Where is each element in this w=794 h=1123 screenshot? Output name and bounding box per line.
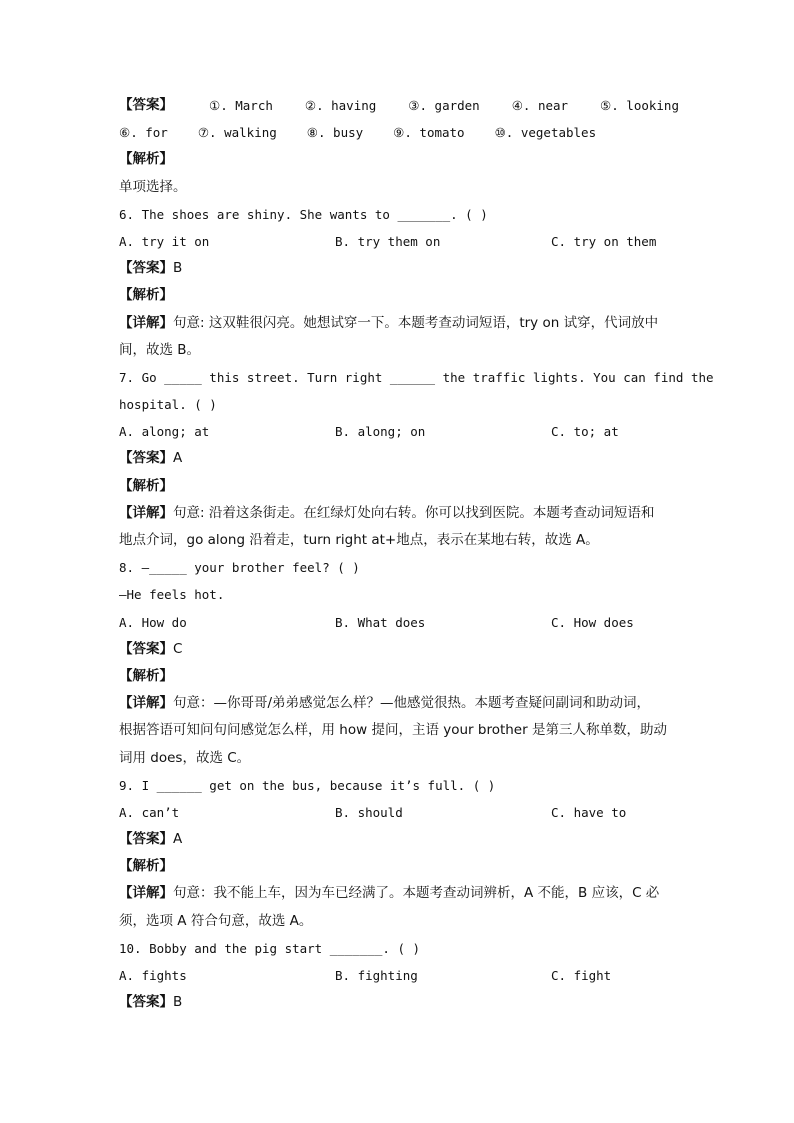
answer-label: 【答案】	[119, 831, 173, 848]
answer-value: B	[173, 994, 183, 1011]
answer-items-1	[209, 92, 679, 119]
detail-text: 句意：我不能上车，因为车已经满了。本题考查动词辨析，A 不能，B 应该，C 必	[173, 885, 660, 902]
detail-label: 【详解】	[119, 885, 173, 902]
analysis-label: 【解析】	[119, 287, 173, 304]
question-answer	[119, 255, 679, 282]
option-c: C. How does	[551, 614, 634, 630]
analysis-label: 【解析】	[119, 858, 173, 875]
detail-line: 须，选项 A 符合句意，故选 A。	[119, 912, 313, 929]
question-stem: 6. The shoes are shiny. She wants to _______. ( )	[119, 206, 488, 222]
question-answer	[119, 636, 679, 663]
detail-text: 句意：—你哥哥/弟弟感觉怎么样？—他感觉很热。本题考查疑问副词和助动词，	[173, 695, 651, 712]
detail-line	[119, 880, 679, 907]
option-b: B. try them on	[335, 233, 441, 249]
option-c: C. to; at	[551, 424, 619, 440]
document-content	[119, 92, 714, 1016]
detail-line	[119, 690, 679, 717]
question-stem: hospital. ( )	[119, 397, 217, 413]
option-a: A. fights	[119, 968, 187, 983]
answer-row-1	[119, 92, 679, 119]
question-stem: —He feels hot.	[119, 587, 225, 603]
answer-label: 【答案】	[119, 97, 173, 113]
option-a: A. How do	[119, 614, 187, 630]
question-answer	[119, 826, 679, 853]
answer-item: ①. March	[209, 98, 273, 113]
question-stem: 10. Bobby and the pig start _______. ( )	[119, 940, 421, 956]
option-c: C. have to	[551, 804, 627, 820]
detail-label: 【详解】	[119, 314, 173, 331]
detail-line	[119, 500, 679, 527]
answer-label: 【答案】	[119, 260, 173, 277]
detail-line: 间，故选 B。	[119, 341, 201, 358]
answer-value: C	[173, 640, 183, 657]
section-title: 单项选择。	[119, 178, 187, 195]
option-b: B. along; on	[335, 424, 426, 440]
answer-label: 【答案】	[119, 450, 173, 467]
question-options	[119, 418, 679, 445]
answer-item: ⑤. looking	[600, 98, 679, 113]
detail-line	[119, 310, 679, 337]
answer-item: ⑨. tomato	[393, 125, 465, 141]
question-stem: 7. Go _____ this street. Turn right ______ the traffic lights. You can find the	[119, 369, 714, 385]
answer-items-2	[119, 119, 679, 146]
detail-line: 词用 does，故选 C。	[119, 749, 251, 766]
answer-value: A	[173, 831, 183, 848]
detail-label: 【详解】	[119, 695, 173, 712]
question-answer	[119, 989, 679, 1016]
option-c: C. try on them	[551, 233, 657, 249]
answer-item: ⑥. for	[119, 125, 168, 141]
question-options	[119, 962, 679, 989]
detail-label: 【详解】	[119, 504, 173, 521]
answer-label: 【答案】	[119, 994, 173, 1011]
question-options	[119, 609, 679, 636]
answer-value: A	[173, 450, 183, 467]
option-a: A. try it on	[119, 233, 210, 249]
answer-item: ⑧. busy	[306, 125, 364, 141]
answer-label: 【答案】	[119, 640, 173, 657]
answer-item: ②. having	[304, 98, 377, 113]
answer-item: ⑩. vegetables	[494, 125, 597, 141]
answer-item: ③. garden	[408, 98, 480, 113]
detail-line: 地点介词，go along 沿着走，turn right at+地点，表示在某地右转，故选 A。	[119, 532, 599, 548]
detail-text: 句意: 沿着这条街走。在红绿灯处向右转。你可以找到医院。本题考查动词短语和	[173, 504, 655, 521]
option-b: B. What does	[335, 614, 426, 630]
detail-text: 句意: 这双鞋很闪亮。她想试穿一下。本题考查动词短语，try on 试穿，代词放中	[173, 314, 659, 331]
answer-value: B	[173, 260, 183, 277]
question-options	[119, 228, 679, 255]
option-c: C. fight	[551, 968, 612, 983]
answer-item: ⑦. walking	[197, 125, 277, 141]
question-stem: 8. —_____ your brother feel? ( )	[119, 560, 360, 576]
question-options	[119, 799, 679, 826]
analysis-label: 【解析】	[119, 667, 173, 684]
analysis-label: 【解析】	[119, 477, 173, 494]
option-a: A. along; at	[119, 424, 210, 440]
option-b: B. should	[335, 804, 403, 820]
answer-row-2	[119, 119, 679, 146]
question-answer	[119, 445, 679, 472]
question-stem: 9. I ______ get on the bus, because it’s full. ( )	[119, 777, 496, 793]
analysis-label: 【解析】	[119, 151, 173, 168]
option-b: B. fighting	[335, 968, 418, 983]
option-a: A. can’t	[119, 804, 180, 820]
answer-item: ④. near	[511, 98, 569, 113]
detail-line: 根据答语可知问句问感觉怎么样，用 how 提问，主语 your brother 是第三人称单数，助动	[119, 722, 667, 739]
